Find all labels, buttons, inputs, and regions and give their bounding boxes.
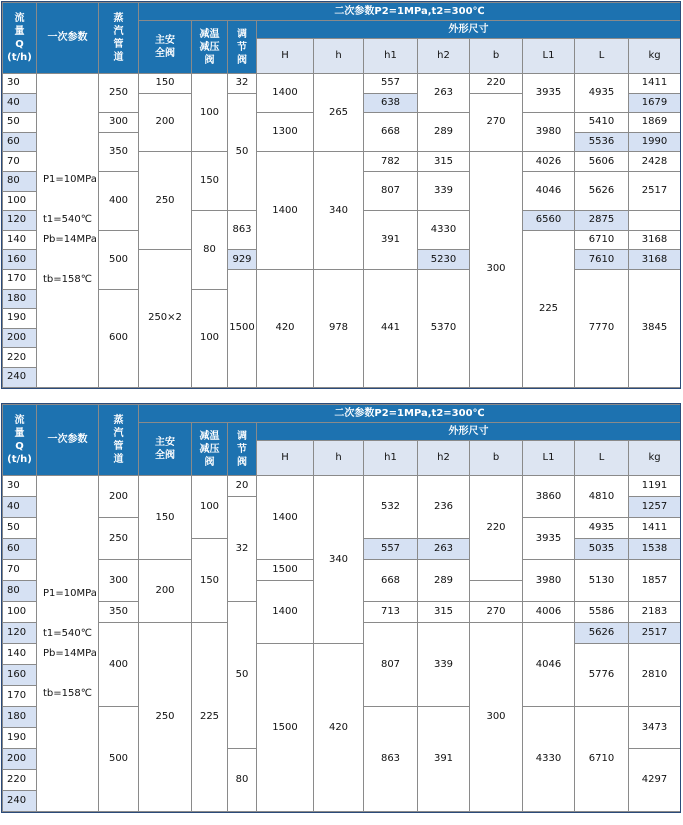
header-secondary: 二次参数P2=1MPa,t2=300℃	[139, 405, 681, 423]
L-cell: 5586	[575, 602, 629, 623]
L-cell: 5626	[575, 623, 629, 644]
h1-cell: 863	[364, 707, 418, 812]
col-b: b	[470, 39, 523, 74]
L-cell: 5626	[575, 171, 629, 210]
flow-cell: 60	[3, 132, 37, 152]
reg-valve-cell: 50	[228, 93, 257, 211]
pipe-cell: 500	[99, 230, 139, 289]
kg-cell: 2517	[629, 623, 681, 644]
col-h2: h2	[418, 441, 470, 476]
flow-cell: 30	[3, 476, 37, 497]
H-cell: 1400	[257, 74, 314, 113]
kg-cell: 3473	[629, 707, 681, 749]
L1-cell: 4330	[418, 211, 470, 250]
pipe-cell: 350	[99, 602, 139, 623]
flow-cell: 40	[3, 497, 37, 518]
h-cell: 420	[314, 644, 364, 812]
flow-cell: 220	[3, 770, 37, 791]
b-cell: 220	[470, 476, 523, 581]
col-h: h	[314, 441, 364, 476]
main-valve-cell: 250	[139, 152, 192, 250]
flow-cell: 190	[3, 309, 37, 329]
primary-params: P1=10MPa t1=540℃ Pb=14MPa tb=158℃	[37, 476, 99, 812]
desuper-cell: 100	[192, 74, 228, 152]
main-valve-cell: 200	[139, 560, 192, 623]
pipe-cell: 300	[99, 560, 139, 602]
reg-valve-cell: 80	[228, 749, 257, 812]
h2-cell: 236	[418, 476, 470, 539]
h-cell: 340	[314, 476, 364, 644]
flow-cell: 100	[3, 602, 37, 623]
valve-table-2	[2, 404, 681, 812]
main-valve-cell: 200	[139, 93, 192, 152]
H-cell: 1400	[257, 476, 314, 560]
flow-cell: 70	[3, 560, 37, 581]
h1-cell: 807	[364, 171, 418, 210]
desuper-cell: 100	[192, 476, 228, 539]
header-primary: 一次参数	[37, 405, 99, 476]
h1-cell: 782	[364, 152, 418, 172]
header-reg-valve: 调 节 阀	[228, 423, 257, 476]
main-valve-cell: 250	[139, 623, 192, 812]
h2-cell: 289	[418, 113, 470, 152]
h2-cell: 263	[418, 539, 470, 560]
main-valve-cell: 250×2	[139, 250, 192, 387]
h2-cell: 339	[418, 171, 470, 210]
h1-cell: 929	[228, 250, 257, 270]
flow-cell: 180	[3, 289, 37, 309]
h1-cell: 713	[364, 602, 418, 623]
h1-cell: 638	[364, 93, 418, 113]
h1-cell: 557	[364, 539, 418, 560]
reg-valve-cell: 50	[228, 602, 257, 749]
reg-valve-cell: 100	[192, 289, 228, 387]
flow-cell: 120	[3, 211, 37, 231]
H-cell: 1400	[257, 152, 314, 270]
pipe-cell: 500	[99, 707, 139, 812]
flow-cell: 170	[3, 269, 37, 289]
col-H: H	[257, 441, 314, 476]
header-main-valve: 主安 全阀	[139, 21, 192, 74]
h2-cell: 315	[418, 152, 470, 172]
col-kg: kg	[629, 441, 681, 476]
pipe-cell: 300	[99, 113, 139, 133]
L1-cell: 3860	[523, 476, 575, 518]
col-h: h	[314, 39, 364, 74]
header-desuper-valve: 减温 减压 阀	[192, 423, 228, 476]
h-cell: 340	[314, 152, 364, 270]
kg-cell: 3845	[629, 269, 681, 387]
desuper-cell: 225	[523, 230, 575, 387]
kg-cell: 2875	[575, 211, 629, 231]
kg-cell: 2810	[629, 644, 681, 707]
kg-cell: 1538	[629, 539, 681, 560]
header-steam-pipe: 蒸 汽 管 道	[99, 405, 139, 476]
kg-cell: 1411	[629, 74, 681, 94]
L1-cell: 4046	[523, 171, 575, 210]
L-cell: 5035	[575, 539, 629, 560]
h1-cell: 668	[364, 113, 418, 152]
L1-cell: 5370	[418, 269, 470, 387]
col-L: L	[575, 441, 629, 476]
b-cell: 270	[470, 602, 523, 623]
L-cell: 4810	[575, 476, 629, 518]
valve-table-1	[2, 2, 681, 388]
L-cell: 6710	[575, 230, 629, 250]
desuper-cell: 225	[192, 623, 228, 812]
L1-cell: 3980	[523, 560, 575, 602]
desuper-cell: 150	[192, 152, 228, 211]
h2-cell: 391	[418, 707, 470, 812]
flow-cell: 50	[3, 113, 37, 133]
primary-params: P1=10MPa t1=540℃ Pb=14MPa tb=158℃	[37, 74, 99, 388]
L1-cell: 5230	[418, 250, 470, 270]
L-cell: 5606	[575, 152, 629, 172]
flow-cell: 240	[3, 791, 37, 812]
flow-cell: 120	[3, 623, 37, 644]
header-main-valve: 主安 全阀	[139, 423, 192, 476]
main-valve-cell: 150	[139, 74, 192, 94]
h1-cell: 557	[364, 74, 418, 94]
col-L1: L1	[523, 39, 575, 74]
kg-cell: 1990	[629, 132, 681, 152]
L1-cell: 4330	[523, 707, 575, 812]
kg-cell: 1411	[629, 518, 681, 539]
L1-cell: 3935	[523, 518, 575, 560]
h2-cell: 391	[364, 211, 418, 270]
h2-cell: 339	[418, 623, 470, 707]
L1-cell: 4006	[523, 602, 575, 623]
h-cell: 420	[257, 269, 314, 387]
flow-cell: 100	[3, 191, 37, 211]
col-h2: h2	[418, 39, 470, 74]
kg-cell: 1679	[629, 93, 681, 113]
L-cell: 4935	[575, 74, 629, 113]
reg-valve-cell: 20	[228, 476, 257, 497]
H-cell: 1400	[257, 581, 314, 644]
kg-cell: 1869	[629, 113, 681, 133]
flow-cell: 140	[3, 230, 37, 250]
flow-cell: 80	[3, 581, 37, 602]
flow-cell: 160	[3, 665, 37, 686]
header-desuper-valve: 减温 减压 阀	[192, 21, 228, 74]
kg-cell: 2183	[629, 602, 681, 623]
h1-cell: 668	[364, 560, 418, 602]
col-L: L	[575, 39, 629, 74]
header-reg-valve: 调 节 阀	[228, 21, 257, 74]
b-cell: 220	[470, 74, 523, 94]
header-flow: 流 量 Q (t/h)	[3, 405, 37, 476]
L-cell: 5130	[575, 560, 629, 602]
flow-cell: 240	[3, 367, 37, 387]
b-cell: 300	[470, 152, 523, 387]
L1-cell: 3980	[523, 113, 575, 152]
pipe-cell: 350	[99, 132, 139, 171]
L-cell: 5536	[575, 132, 629, 152]
header-flow: 流 量 Q (t/h)	[3, 3, 37, 74]
flow-cell: 200	[3, 749, 37, 770]
b-cell: 300	[470, 623, 523, 812]
H-cell: 1300	[257, 113, 314, 152]
pipe-cell: 250	[99, 74, 139, 113]
pipe-cell: 250	[99, 518, 139, 560]
h1-cell: 978	[314, 269, 364, 387]
L-cell: 6710	[575, 707, 629, 812]
col-kg: kg	[629, 39, 681, 74]
kg-cell: 4297	[629, 749, 681, 812]
flow-cell: 140	[3, 644, 37, 665]
h2-cell: 263	[418, 74, 470, 113]
flow-cell: 80	[3, 171, 37, 191]
header-dims: 外形尺寸	[257, 423, 681, 441]
pipe-cell: 400	[99, 171, 139, 230]
col-H: H	[257, 39, 314, 74]
h-cell: 265	[314, 74, 364, 152]
flow-cell: 50	[3, 518, 37, 539]
col-h1: h1	[364, 39, 418, 74]
L-cell: 7770	[575, 269, 629, 387]
header-dims: 外形尺寸	[257, 21, 681, 39]
kg-cell: 3168	[629, 230, 681, 250]
kg-cell: 2517	[629, 171, 681, 210]
H-cell: 1500	[257, 560, 314, 581]
L-cell: 4935	[575, 518, 629, 539]
h2-cell: 289	[418, 560, 470, 602]
L1-cell: 4026	[523, 152, 575, 172]
pipe-cell: 400	[99, 623, 139, 707]
reg-valve-cell: 32	[228, 497, 257, 602]
b-cell: 270	[470, 93, 523, 152]
flow-cell: 220	[3, 348, 37, 368]
h1-cell: 863	[228, 211, 257, 250]
h1-cell: 807	[364, 623, 418, 707]
L-cell: 7610	[575, 250, 629, 270]
flow-cell: 60	[3, 539, 37, 560]
pipe-cell: 600	[99, 289, 139, 387]
flow-cell: 30	[3, 74, 37, 94]
L1-cell: 4046	[523, 623, 575, 707]
flow-cell: 190	[3, 728, 37, 749]
col-h1: h1	[364, 441, 418, 476]
h2-cell: 441	[364, 269, 418, 387]
h2-cell: 315	[418, 602, 470, 623]
L-cell: 5410	[575, 113, 629, 133]
flow-cell: 180	[3, 707, 37, 728]
header-steam-pipe: 蒸 汽 管 道	[99, 3, 139, 74]
kg-cell: 1191	[629, 476, 681, 497]
flow-cell: 170	[3, 686, 37, 707]
header-secondary: 二次参数P2=1MPa,t2=300℃	[139, 3, 681, 21]
h1-cell: 532	[364, 476, 418, 539]
pipe-cell: 200	[99, 476, 139, 518]
reg-valve-cell: 80	[192, 211, 228, 289]
L-cell: 6560	[523, 211, 575, 231]
header-primary: 一次参数	[37, 3, 99, 74]
col-L1: L1	[523, 441, 575, 476]
flow-cell: 200	[3, 328, 37, 348]
flow-cell: 40	[3, 93, 37, 113]
kg-cell: 1257	[629, 497, 681, 518]
L1-cell: 3935	[523, 74, 575, 113]
kg-cell: 1857	[629, 560, 681, 602]
col-b: b	[470, 441, 523, 476]
main-valve-cell: 150	[139, 476, 192, 560]
reg-valve-cell: 32	[228, 74, 257, 94]
flow-cell: 160	[3, 250, 37, 270]
kg-cell: 2428	[629, 152, 681, 172]
H-cell: 1500	[257, 644, 314, 812]
desuper-cell: 150	[192, 539, 228, 623]
L-cell: 5776	[575, 644, 629, 707]
kg-cell: 3168	[629, 250, 681, 270]
H-cell: 1500	[228, 269, 257, 387]
flow-cell: 70	[3, 152, 37, 172]
